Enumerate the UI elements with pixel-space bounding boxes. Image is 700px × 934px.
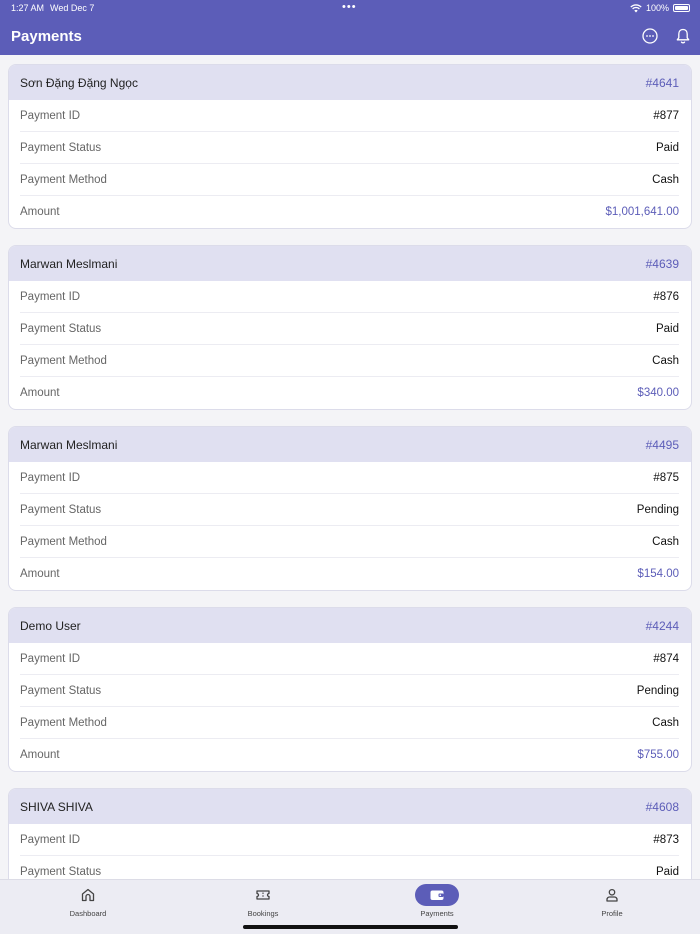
payment-id-label: Payment ID	[20, 652, 81, 665]
amount-label: Amount	[20, 206, 60, 218]
battery-percent: 100%	[645, 3, 669, 13]
tab-label: Bookings	[247, 909, 279, 918]
payment-method-row	[20, 526, 679, 558]
payment-status-label: Payment Status	[20, 503, 102, 516]
ticket-icon	[241, 884, 285, 906]
payment-card-header	[9, 427, 691, 462]
amount-row	[20, 377, 679, 409]
wallet-icon	[415, 884, 459, 906]
payment-status-row	[20, 313, 679, 345]
payment-status-value: Paid	[655, 141, 679, 154]
amount-row	[20, 196, 679, 228]
booking-number[interactable]: #4495	[645, 437, 679, 452]
amount-value: $1,001,641.00	[605, 206, 679, 218]
customer-name: Marwan Meslmani	[20, 256, 118, 271]
customer-name: SHIVA SHIVA	[20, 799, 93, 814]
payment-status-row	[20, 494, 679, 526]
tab-label: Profile	[601, 909, 623, 918]
payment-id-row	[20, 824, 679, 856]
bottom-tab-bar	[0, 879, 700, 934]
bell-icon[interactable]	[674, 27, 692, 45]
payment-method-value: Cash	[652, 354, 679, 367]
payment-status-label: Payment Status	[20, 322, 102, 335]
tab-bookings[interactable]	[213, 880, 313, 925]
customer-name: Marwan Meslmani	[20, 437, 118, 452]
payment-method-value: Cash	[652, 716, 679, 729]
status-indicators	[630, 3, 690, 13]
payment-card[interactable]	[8, 245, 692, 410]
payment-card-header	[9, 789, 691, 824]
tab-label: Dashboard	[69, 909, 107, 918]
payment-card-header	[9, 65, 691, 100]
payment-card[interactable]	[8, 607, 692, 772]
status-date: Wed Dec 7	[50, 3, 95, 13]
status-time: 1:27 AM	[11, 3, 45, 13]
booking-number[interactable]: #4244	[645, 618, 679, 633]
tab-profile[interactable]	[562, 880, 662, 925]
payment-id-label: Payment ID	[20, 109, 81, 122]
payment-method-row	[20, 345, 679, 377]
payment-id-row	[20, 462, 679, 494]
payment-card[interactable]	[8, 788, 692, 879]
payment-method-row	[20, 164, 679, 196]
payment-card[interactable]	[8, 64, 692, 229]
app-header	[0, 0, 700, 55]
payment-method-label: Payment Method	[20, 173, 107, 186]
tab-payments[interactable]	[387, 880, 487, 925]
payment-status-label: Payment Status	[20, 866, 102, 878]
payments-list[interactable]	[0, 55, 700, 879]
payment-method-value: Cash	[652, 535, 679, 548]
customer-name: Demo User	[20, 618, 81, 633]
amount-value: $340.00	[637, 387, 679, 399]
chat-icon[interactable]	[641, 27, 659, 45]
payment-method-label: Payment Method	[20, 535, 107, 548]
booking-number[interactable]: #4641	[645, 75, 679, 90]
payment-id-row	[20, 281, 679, 313]
payment-id-value: #873	[653, 833, 679, 846]
wifi-icon	[630, 4, 642, 13]
booking-number[interactable]: #4608	[645, 799, 679, 814]
status-bar	[0, 0, 700, 16]
payment-id-label: Payment ID	[20, 833, 81, 846]
payment-status-row	[20, 675, 679, 707]
payment-status-value: Pending	[636, 503, 679, 516]
customer-name: Sơn Đặng Đặng Ngọc	[20, 75, 138, 90]
home-icon	[66, 884, 110, 906]
payment-status-label: Payment Status	[20, 141, 102, 154]
amount-row	[20, 739, 679, 771]
payment-method-label: Payment Method	[20, 716, 107, 729]
payment-id-value: #874	[653, 652, 679, 665]
payment-id-value: #877	[653, 109, 679, 122]
user-icon	[590, 884, 634, 906]
payment-status-value: Paid	[655, 322, 679, 335]
amount-label: Amount	[20, 387, 60, 399]
amount-value: $755.00	[637, 749, 679, 761]
tab-dashboard[interactable]	[38, 880, 138, 925]
payment-status-label: Payment Status	[20, 684, 102, 697]
page-title: Payments	[11, 28, 82, 45]
payment-method-row	[20, 707, 679, 739]
battery-icon	[673, 4, 690, 12]
booking-number[interactable]: #4639	[645, 256, 679, 271]
amount-value: $154.00	[637, 568, 679, 580]
amount-row	[20, 558, 679, 590]
amount-label: Amount	[20, 568, 60, 580]
payment-id-value: #876	[653, 290, 679, 303]
multitasking-dots-icon[interactable]: •••	[342, 1, 357, 13]
payment-id-label: Payment ID	[20, 471, 81, 484]
payment-card[interactable]	[8, 426, 692, 591]
payment-status-row	[20, 856, 679, 879]
payment-id-label: Payment ID	[20, 290, 81, 303]
payment-id-row	[20, 643, 679, 675]
payment-card-header	[9, 608, 691, 643]
payment-method-value: Cash	[652, 173, 679, 186]
tab-label: Payments	[420, 909, 454, 918]
home-indicator[interactable]	[243, 925, 458, 929]
payment-status-value: Pending	[636, 684, 679, 697]
amount-label: Amount	[20, 749, 60, 761]
payment-status-value: Paid	[655, 866, 679, 878]
payment-method-label: Payment Method	[20, 354, 107, 367]
payment-card-header	[9, 246, 691, 281]
payment-id-value: #875	[653, 471, 679, 484]
payment-status-row	[20, 132, 679, 164]
payment-id-row	[20, 100, 679, 132]
